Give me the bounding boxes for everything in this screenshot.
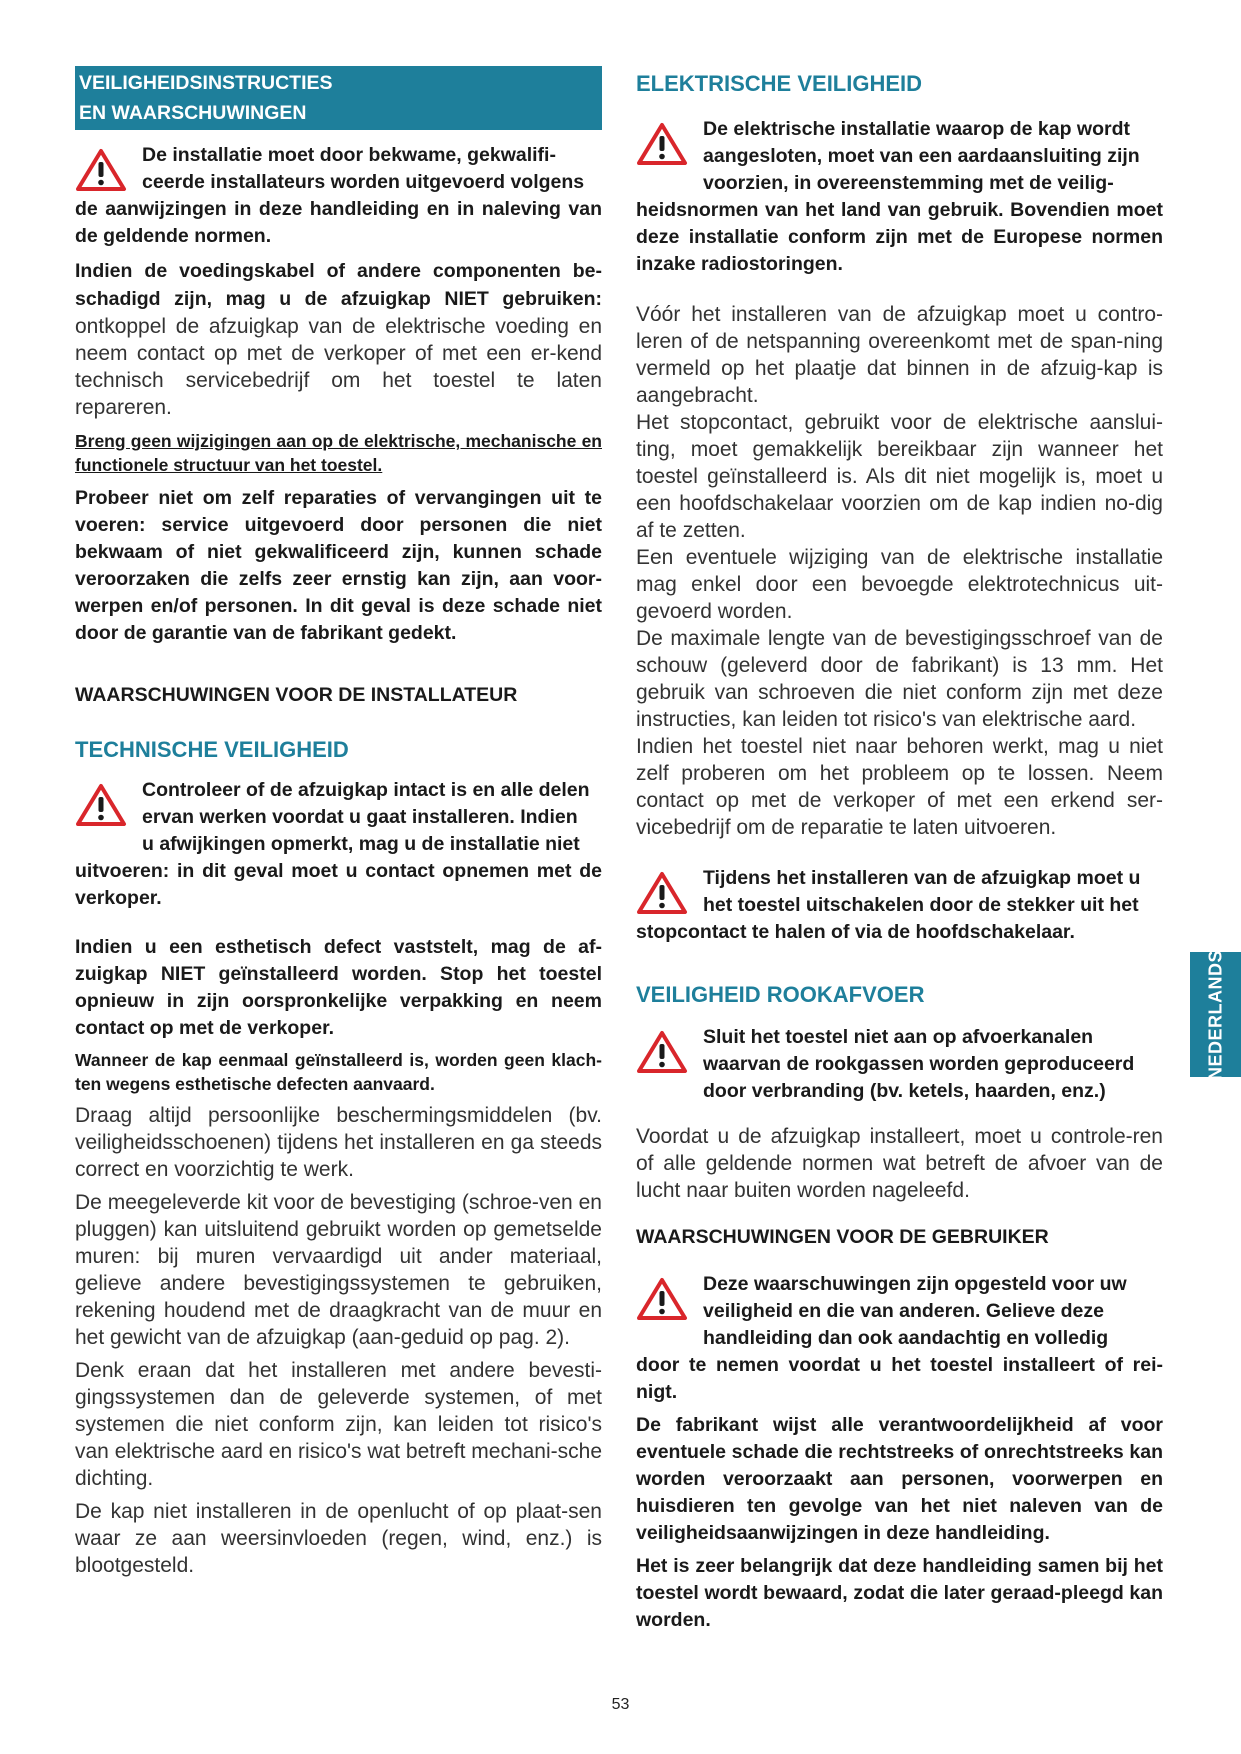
warning-unplug <box>636 865 1163 946</box>
warning-line: voorzien, in overeenstemming met de veilig- <box>703 172 1114 194</box>
warning-line: aangesloten, moet van een aardaansluiting zijn <box>703 145 1140 167</box>
warning-triangle-icon <box>75 148 127 192</box>
warning-line: Controleer of de afzuigkap intact is en alle delen <box>142 779 590 801</box>
warning-line: ervan werken voordat u gaat installeren. Indien <box>142 806 578 828</box>
warning-flue <box>636 1024 1163 1105</box>
warning-line: Deze waarschuwingen zijn opgesteld voor uw <box>703 1273 1127 1295</box>
paragraph-air-discharge: Voordat u de afzuigkap installeert, moet u controle-ren of alle geldende normen wat betreft de afvoer van de lucht naar buiten worden nageleefd. <box>636 1125 1163 1202</box>
warning-text: de aanwijzingen in deze handleiding en in naleving van de geldende normen. <box>75 198 602 247</box>
warning-triangle-icon <box>75 783 127 827</box>
warning-line: De installatie moet door bekwame, gekwalifi- <box>142 144 556 166</box>
subheading-user: WAARSCHUWINGEN VOOR DE GEBRUIKER <box>636 1226 1049 1248</box>
paragraph-damaged-cable <box>75 258 602 421</box>
paragraph-voltage-check: Vóór het installeren van de afzuigkap moet u contro-leren of de netspanning overeenkomt met de span-ning vermeld op het plaatje dat binnen in de afzuig-kap is aangebracht. <box>636 303 1163 407</box>
warning-triangle-icon <box>636 871 688 915</box>
paragraph-malfunction: Indien het toestel niet naar behoren werkt, mag u niet zelf proberen om het probleem op te lossen. Neem contact op met de verkoper of met een erkend ser-vicebedrijf om de reparatie te laten uitvoeren. <box>636 735 1163 839</box>
left-column <box>75 66 602 1579</box>
warning-line: het toestel uitschakelen door de stekker uit het <box>703 894 1139 916</box>
warning-text: door te nemen voordat u het toestel installeert of rei-nigt. <box>636 1354 1163 1403</box>
paragraph-aesthetic-defect: Indien u een esthetisch defect vaststelt, mag de af-zuigkap NIET geïnstalleerd worden. Stop het toestel opnieuw in zijn oorspronkelijke verpakking en neem contact op met de verkoper. <box>75 936 602 1039</box>
paragraph-no-repairs: Probeer niet om zelf reparaties of vervangingen uit te voeren: service uitgevoerd door personen die niet bekwaam of niet gekwalificeerd zijn, kunnen schade veroorzaken die zelfs zeer ernstig kan zijn, aan voor-werpen en/of personen. In dit geval is deze schade niet door de garantie van de fabrikant gedekt. <box>75 487 602 644</box>
paragraph-other-fixing: Denk eraan dat het installeren met andere bevesti-gingssystemen dan de geleverde systemen, of met systemen die niet conform zijn, kan leiden tot risico's van elektrische aard en risico's wat betreft mechani-sche dichting. <box>75 1359 602 1490</box>
warning-earthing <box>636 116 1163 278</box>
warning-text: heidsnormen van het land van gebruik. Bovendien moet deze installatie conform zijn met de Europese normen inzake radiostoringen. <box>636 199 1163 275</box>
paragraph-protective-equipment: Draag altijd persoonlijke beschermingsmiddelen (bv. veiligheidsschoenen) tijdens het installeren en ga steeds correct en voorzichtig te werk. <box>75 1104 602 1181</box>
warning-line: De elektrische installatie waarop de kap wordt <box>703 118 1130 140</box>
warning-triangle-icon <box>636 122 688 166</box>
warning-installation <box>75 142 602 250</box>
heading-electrical-safety: ELEKTRISCHE VEILIGHEID <box>636 71 923 96</box>
paragraph-outdoor: De kap niet installeren in de openlucht of op plaat-sen waar ze aan weersinvloeden (regen, wind, enz.) is blootgesteld. <box>75 1500 602 1577</box>
header-line-2: EN WAARSCHUWINGEN <box>79 102 307 124</box>
warning-triangle-icon <box>636 1030 688 1074</box>
warning-line: u afwijkingen opmerkt, mag u de installatie niet <box>142 833 580 855</box>
paragraph-electrician: Een eventuele wijziging van de elektrische installatie mag enkel door een bevoegde elektrotechnicus uit-gevoerd worden. <box>636 546 1163 623</box>
paragraph-fixing-kit: De meegeleverde kit voor de bevestiging (schroe-ven en pluggen) kan uitsluitend gebruikt worden op gemetselde muren: bij muren vervaardigd uit ander materiaal, gelieve andere bevestigingssystemen te gebruiken, rekening houdend met de draagkracht van de muur en het gewicht van de afzuigkap (aan-geduid op pag. 2). <box>75 1191 602 1349</box>
language-label: NEDERLANDS <box>1205 949 1225 1080</box>
warning-line: door verbranding (bv. ketels, haarden, enz.) <box>703 1080 1106 1102</box>
paragraph-liability: De fabrikant wijst alle verantwoordelijkheid af voor eventuele schade die rechtstreeks of onrechtstreeks kan worden veroorzaakt aan personen, voorwerpen en huisdieren ten gevolge van het niet naleven van de veiligheidsaanwijzingen in deze handleiding. <box>636 1414 1163 1544</box>
page-number: 53 <box>611 1696 630 1713</box>
warning-line: Sluit het toestel niet aan op afvoerkanalen <box>703 1026 1094 1048</box>
subheading-installer: WAARSCHUWINGEN VOOR DE INSTALLATEUR <box>75 684 518 706</box>
warning-text: stopcontact te halen of via de hoofdschakelaar. <box>636 921 1075 943</box>
warning-line: Tijdens het installeren van de afzuigkap moet u <box>703 867 1141 889</box>
paragraph-keep-manual: Het is zeer belangrijk dat deze handleiding samen bij het toestel wordt bewaard, zodat die later geraad-pleegd kan worden. <box>636 1555 1163 1631</box>
warning-line: waarvan de rookgassen worden geproduceerd <box>703 1053 1135 1075</box>
bold-text: Indien de voedingskabel of andere componenten be-schadigd zijn, mag u de afzuigkap NIET gebruiken: <box>75 260 602 310</box>
paragraph-no-complaints: Wanneer de kap eenmaal geïnstalleerd is, worden geen klach-ten wegens esthetische defecten aanvaard. <box>75 1050 602 1094</box>
right-column <box>636 66 1163 1634</box>
warning-text: uitvoeren: in dit geval moet u contact opnemen met de verkoper. <box>75 860 602 909</box>
warning-line: handleiding dan ook aandachtig en volledig <box>703 1327 1109 1349</box>
header-line-1: VEILIGHEIDSINSTRUCTIES <box>79 72 333 94</box>
heading-technical-safety: TECHNISCHE VEILIGHEID <box>75 737 349 762</box>
heading-smoke-safety: VEILIGHEID ROOKAFVOER <box>636 982 925 1007</box>
regular-text: ontkoppel de afzuigkap van de elektrische voeding en neem contact op met de verkoper of met een er-kend technisch servicebedrijf om het toestel te laten repareren. <box>75 315 602 419</box>
paragraph-screw-length: De maximale lengte van de bevestigingsschroef van de schouw (geleverd door de fabrikant) is 13 mm. Het gebruik van schroeven die niet conform zijn met deze instructies, kan leiden tot risico's van elektrische aard. <box>636 627 1163 731</box>
paragraph-no-modifications: Breng geen wijzigingen aan op de elektrische, mechanische en functionele structuur van het toestel. <box>75 431 602 475</box>
warning-line: veiligheid en die van anderen. Gelieve deze <box>703 1300 1104 1322</box>
paragraph-socket: Het stopcontact, gebruikt voor de elektrische aanslui-ting, moet gemakkelijk bereikbaar zijn wanneer het toestel geïnstalleerd is. Als dit niet mogelijk is, moet u een hoofdschakelaar voorzien om de kap indien no-dig af te zetten. <box>636 411 1163 542</box>
warning-line: ceerde installateurs worden uitgevoerd volgens <box>142 171 585 193</box>
warning-read-manual <box>636 1271 1163 1406</box>
section-header-safety <box>75 66 602 130</box>
warning-check-intact <box>75 777 602 912</box>
warning-triangle-icon <box>636 1277 688 1321</box>
language-side-tab <box>1190 949 1241 1080</box>
